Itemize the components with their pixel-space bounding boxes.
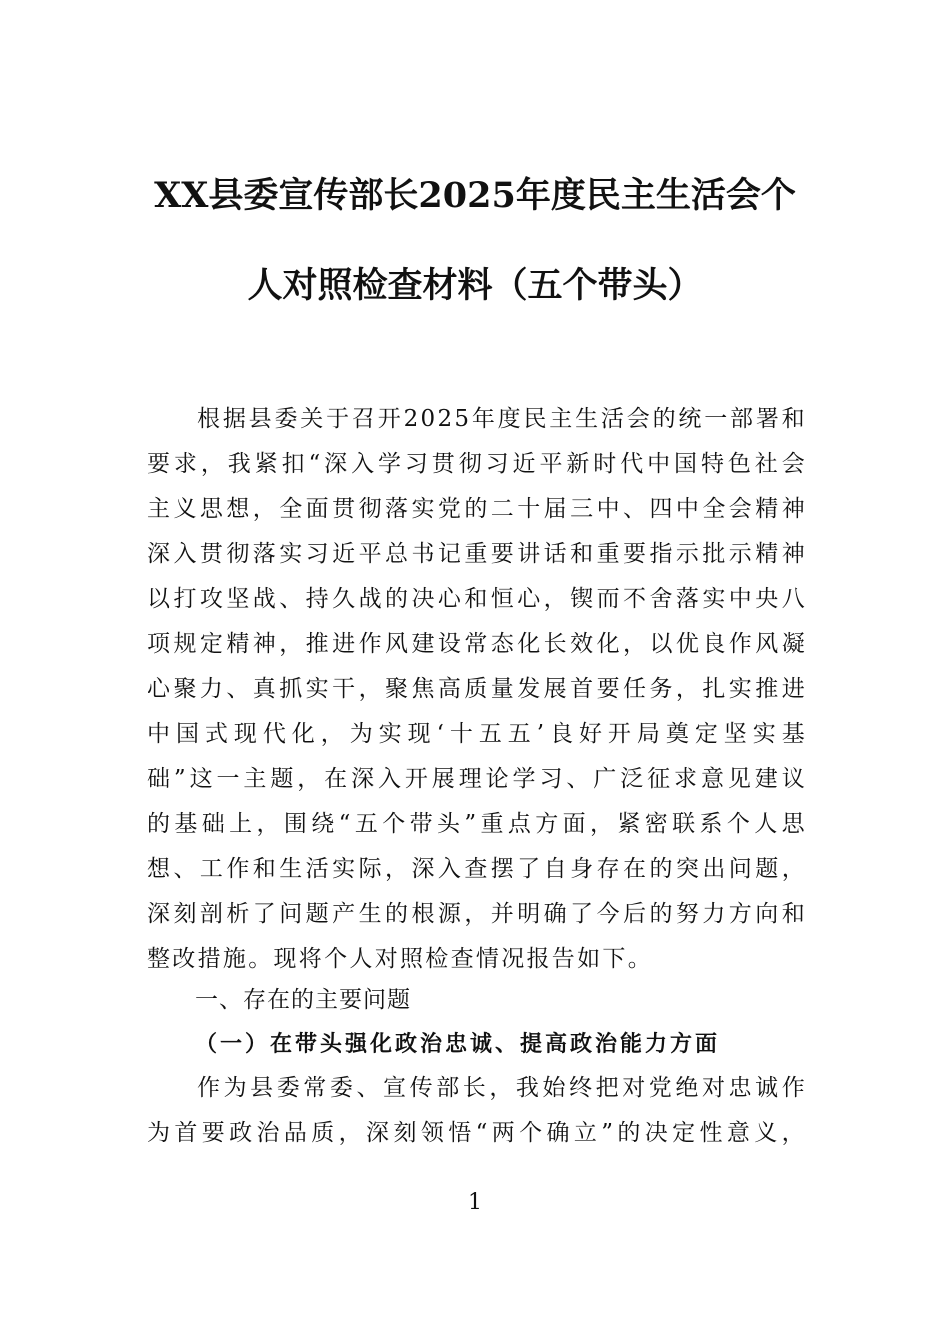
paragraph-line: 的基础上，围绕“五个带头”重点方面，紧密联系个人思 — [147, 811, 807, 837]
paragraph-line: 深刻剖析了问题产生的根源，并明确了今后的努力方向和 — [147, 901, 807, 927]
paragraph-line: 作为县委常委、宣传部长，我始终把对党绝对忠诚作 — [197, 1075, 807, 1101]
section-heading: 一、存在的主要问题 — [195, 987, 411, 1013]
paragraph-line: 主义思想，全面贯彻落实党的二十届三中、四中全会精神 — [147, 496, 807, 522]
paragraph-line: 根据县委关于召开2025年度民主生活会的统一部署和 — [197, 406, 807, 432]
paragraph-line: 础”这一主题，在深入开展理论学习、广泛征求意见建议 — [147, 766, 807, 792]
intro-paragraph — [147, 397, 807, 982]
paragraph-line: 以打攻坚战、持久战的决心和恒心，锲而不舍落实中央八 — [147, 586, 807, 612]
paragraph-line: 要求，我紧扣“深入学习贯彻习近平新时代中国特色社会 — [147, 451, 807, 477]
paragraph-line: 深入贯彻落实习近平总书记重要讲话和重要指示批示精神 — [147, 541, 807, 567]
paragraph-line: 为首要政治品质，深刻领悟“两个确立”的决定性意义， — [147, 1120, 807, 1146]
paragraph-line: 中国式现代化，为实现‘十五五’良好开局奠定坚实基 — [147, 721, 807, 747]
document-title-line-1: XX县委宣传部长2025年度民主生活会个 — [154, 175, 796, 216]
paragraph-line: 心聚力、真抓实干，聚焦高质量发展首要任务，扎实推进 — [147, 676, 807, 702]
paragraph-line: 项规定精神，推进作风建设常态化长效化，以优良作风凝 — [147, 631, 807, 657]
subsection-heading: （一）在带头强化政治忠诚、提高政治能力方面 — [195, 1031, 721, 1057]
body-paragraph — [147, 1066, 807, 1156]
document-title-line-2: 人对照检查材料（五个带头） — [247, 265, 703, 306]
page-number: 1 — [468, 1190, 482, 1215]
paragraph-line: 整改措施。现将个人对照检查情况报告如下。 — [147, 946, 653, 972]
paragraph-line: 想、工作和生活实际，深入查摆了自身存在的突出问题， — [147, 856, 807, 882]
